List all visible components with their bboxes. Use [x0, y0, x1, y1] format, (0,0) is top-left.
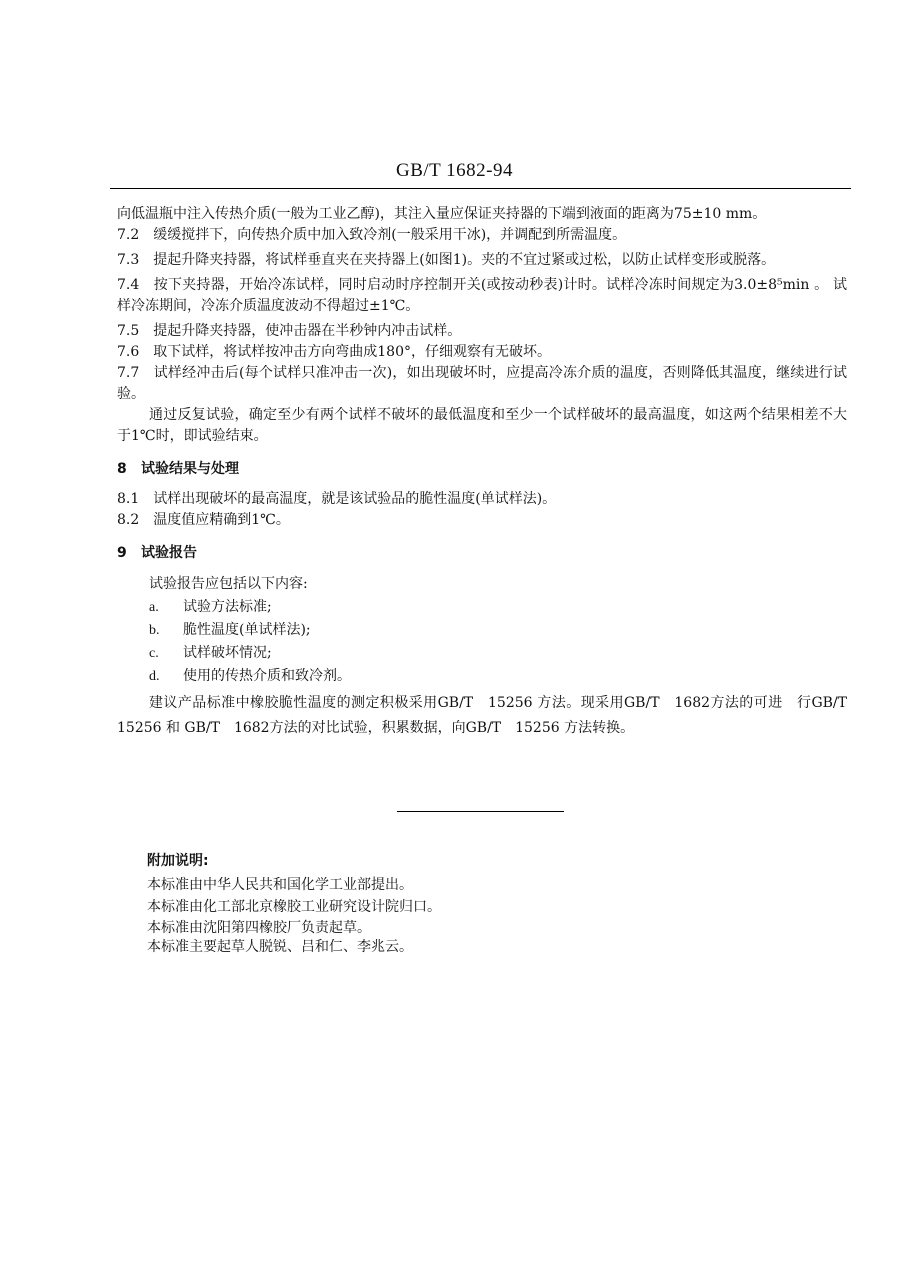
- paragraph-7-7-note: 通过反复试验，确定至少有两个试样不破坏的最低温度和至少一个试样破坏的最高温度，如这两个结果相差不大于1℃时，即试验结束。: [117, 407, 847, 444]
- additional-note-line: 本标准由化工部北京橡胶工业研究设计院归口。: [147, 899, 441, 915]
- header-rule: [110, 188, 851, 189]
- paragraph-7-4: 7.4 按下夹持器，开始冷冻试样，同时启动时序控制开关(或按动秒表)计时。试样冷冻时间规定为3.0±8⁵min 。 试样冷冻期间，冷冻介质温度波动不得超过±1℃。: [117, 277, 847, 314]
- report-item-label: c.: [149, 646, 159, 661]
- additional-notes-title: 附加说明:: [147, 853, 209, 869]
- paragraph-7-2: 7.2 缓缓搅拌下，向传热介质中加入致冷剂(一般采用干冰)，并调配到所需温度。: [117, 227, 627, 243]
- section-8-number: 8: [117, 461, 127, 477]
- section-8-heading: [117, 459, 847, 479]
- report-item-label: d.: [149, 669, 160, 684]
- report-item-label: a.: [149, 600, 159, 615]
- report-item-text: 试样破坏情况;: [183, 645, 272, 661]
- additional-note-line: 本标准主要起草人脱锐、吕和仁、李兆云。: [147, 939, 413, 955]
- section-9-heading: [117, 543, 847, 563]
- paragraph-7-3: 7.3 提起升降夹持器，将试样垂直夹在夹持器上(如图1)。夹的不宜过紧或过松，以防止试样变形或脱落。: [117, 252, 776, 268]
- report-item-b: [117, 619, 847, 642]
- section-8-title: 试验结果与处理: [141, 461, 239, 477]
- section-9-title: 试验报告: [141, 545, 197, 561]
- paragraph-7-7: 7.7 试样经冲击后(每个试样只准冲击一次)，如出现破坏时，应提高冷冻介质的温度，否则降低其温度，继续进行试验。: [117, 365, 847, 402]
- closing-rule: [397, 811, 564, 812]
- paragraph-8-1: 8.1 试样出现破坏的最高温度，就是该试验品的脆性温度(单试样法)。: [117, 491, 557, 507]
- section-9-number: 9: [117, 545, 127, 561]
- page-header-standard-code: GB/T 1682-94: [395, 160, 513, 181]
- report-item-text: 使用的传热介质和致冷剂。: [183, 668, 351, 684]
- report-item-c: [117, 642, 847, 665]
- paragraph-7-5: 7.5 提起升降夹持器，使冲击器在半秒钟内冲击试样。: [117, 323, 462, 339]
- additional-note-line: 本标准由中华人民共和国化学工业部提出。: [147, 877, 413, 893]
- report-item-d: [117, 665, 847, 688]
- report-item-text: 脆性温度(单试样法);: [183, 622, 311, 638]
- report-intro: 试验报告应包括以下内容:: [149, 576, 308, 592]
- paragraph-8-2: 8.2 温度值应精确到1℃。: [117, 512, 290, 528]
- paragraph-7-6: 7.6 取下试样，将试样按冲击方向弯曲成180°，仔细观察有无破坏。: [117, 344, 551, 360]
- additional-note-line: 本标准由沈阳第四橡胶厂负责起草。: [147, 920, 371, 936]
- report-item-label: b.: [149, 623, 160, 638]
- report-item-text: 试验方法标准;: [183, 599, 272, 615]
- paragraph-7-1-continuation: 向低温瓶中注入传热介质(一般为工业乙醇)，其注入量应保证夹持器的下端到液面的距离为75±10 mm。: [117, 206, 767, 222]
- recommendation-paragraph: 建议产品标准中橡胶脆性温度的测定积极采用GB/T 15256 方法。现采用GB/T 1682方法的可进 行GB/T 15256 和 GB/T 1682方法的对比试验，积累数据，向GB/T 15256 方法转换。: [117, 695, 861, 736]
- additional-notes: [147, 850, 747, 956]
- document-body: [117, 203, 861, 741]
- report-item-a: [117, 596, 847, 619]
